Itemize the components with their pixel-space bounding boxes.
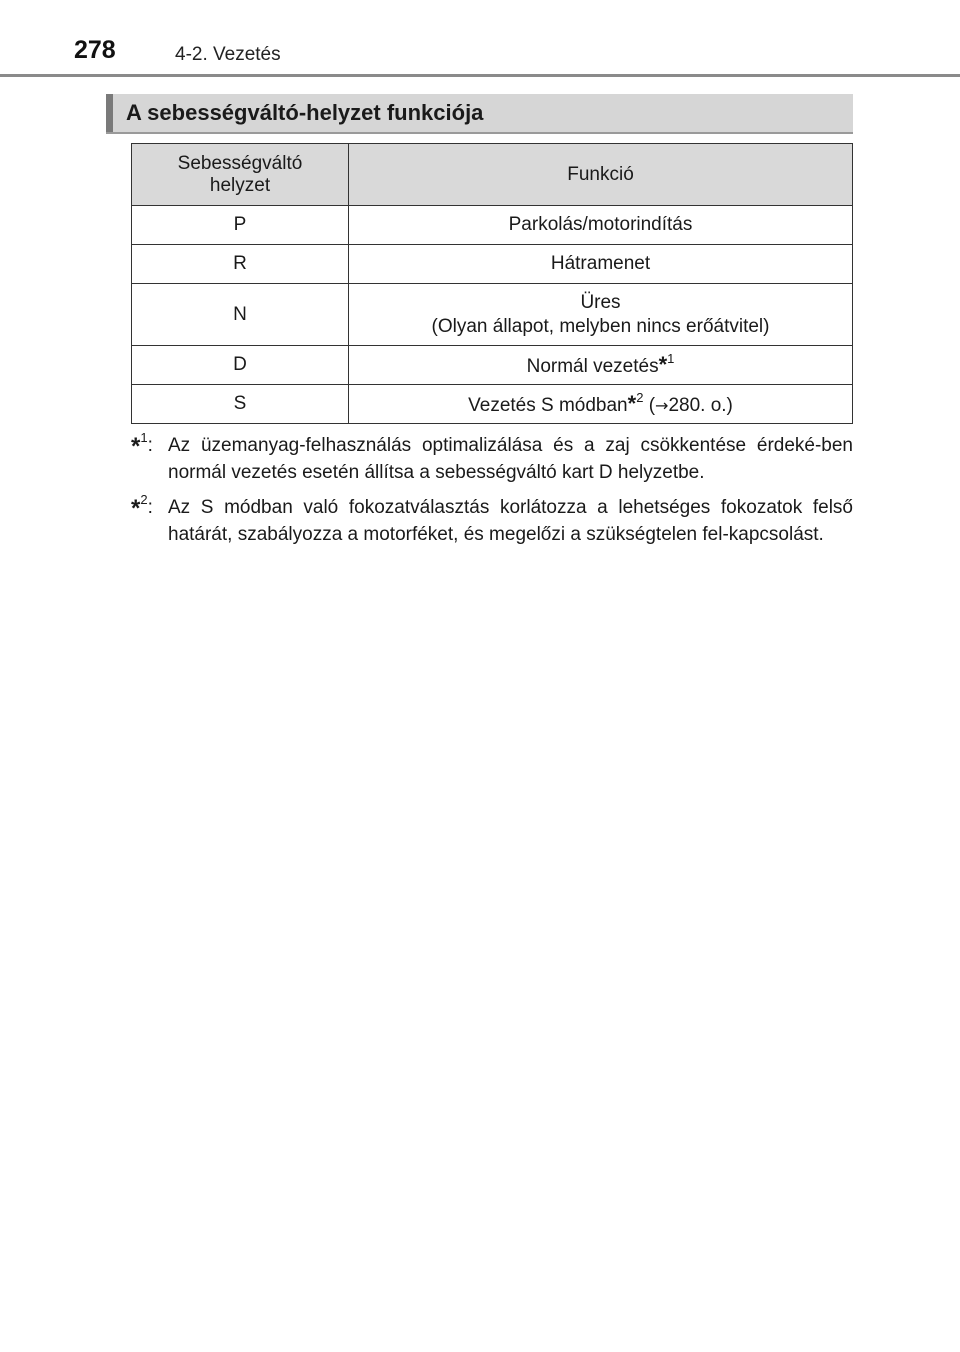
- page-number: 278: [74, 36, 116, 64]
- table-row: [132, 245, 853, 284]
- gear-position-cell: D: [132, 346, 349, 385]
- function-cell: [349, 385, 853, 424]
- header-divider: [0, 74, 960, 77]
- gear-position-cell: S: [132, 385, 349, 424]
- table-row: [132, 385, 853, 424]
- page-reference: 280. o.): [668, 395, 733, 416]
- footnote-number: 2: [140, 491, 148, 507]
- footnote-text: Az S módban való fokozatválasztás korlátozza a lehetséges fokozatok felső határát, szabályozza a motorféket, és megelőzi a szükségtelen fel-kapcsolást.: [168, 497, 853, 545]
- table-row: [132, 284, 853, 346]
- function-line2: (Olyan állapot, melyben nincs erőátvitel): [431, 315, 770, 337]
- header-gear-position-line1: Sebességváltó: [177, 152, 303, 174]
- section-accent: [106, 94, 113, 132]
- table-header-row: [132, 144, 853, 206]
- footnote-star: *: [658, 352, 668, 377]
- footnote-item: [131, 491, 853, 548]
- gear-position-cell: N: [132, 284, 349, 346]
- function-cell: Hátramenet: [349, 245, 853, 284]
- footnote-number: 1: [140, 429, 148, 445]
- open-paren: (: [648, 395, 656, 416]
- function-text: Vezetés S módban: [468, 395, 628, 416]
- section-heading-bar: [106, 94, 853, 134]
- footnote-marker: *$^1$:: [131, 429, 153, 460]
- header-function: Funkció: [349, 144, 853, 206]
- table-row: [132, 206, 853, 245]
- gear-position-table: [131, 143, 853, 424]
- header-gear-position: [132, 144, 349, 206]
- footnote-star: *: [131, 433, 141, 460]
- footnote-text: Az üzemanyag-felhasználás optimalizálása és a zaj csökkentése érdeké-ben normál vezetés esetén állítsa a sebességváltó kart D helyzetbe.: [168, 435, 853, 483]
- function-text: Normál vezetés: [526, 356, 659, 377]
- footnote-star: *: [131, 495, 141, 522]
- footnote-item: [131, 429, 853, 486]
- footnote-ref: 2: [636, 389, 644, 405]
- function-cell: [349, 284, 853, 346]
- footnotes: [131, 429, 853, 556]
- gear-position-cell: P: [132, 206, 349, 245]
- function-cell: [349, 346, 853, 385]
- footnote-star: *: [627, 391, 637, 416]
- arrow-icon: →: [655, 396, 669, 415]
- footnote-ref: 1: [667, 350, 675, 366]
- gear-position-cell: R: [132, 245, 349, 284]
- section-title: A sebességváltó-helyzet funkciója: [126, 100, 484, 125]
- header-gear-position-line2: helyzet: [209, 174, 271, 196]
- page-header: [0, 0, 960, 80]
- function-cell: Parkolás/motorindítás: [349, 206, 853, 245]
- function-line1: Üres: [580, 291, 621, 313]
- table-row: [132, 346, 853, 385]
- footnote-marker: *$^2$:: [131, 491, 153, 522]
- chapter-title: 4-2. Vezetés: [175, 44, 281, 65]
